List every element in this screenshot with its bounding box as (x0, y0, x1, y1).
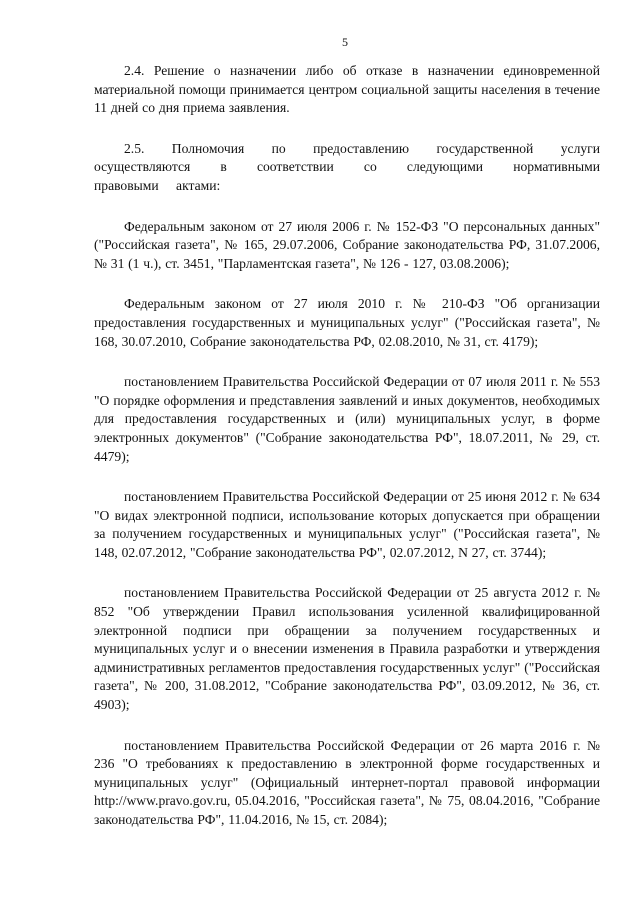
paragraph-law-210-fz: Федеральным законом от 27 июля 2010 г. № 210-ФЗ "Об организации предоставления государственных и муниципальных услуг" ("Российская газета", № 168, 30.07.2010, Собрание законодательства РФ, 02.08.2010, № 31, ст. 4179); (94, 296, 600, 349)
paragraph-resolution-553: постановлением Правительства Российской Федерации от 07 июля 2011 г. № 553 "О порядке оформления и представления заявлений и иных документов, необходимых для предоставления государственных и (или) муниципальных услуг, в форме электронных документов" ("Собрание законодательства РФ", 18.07.2011, № 29, ст. 4479); (94, 374, 600, 464)
paragraph-resolution-236: постановлением Правительства Российской Федерации от 26 марта 2016 г. № 236 "О требованиях к предоставлению в электронной форме государственных и муниципальных услуг" (Официальный интернет-портал правовой информации http://www.pravo.gov.ru, 05.04.2016, "Российская газета", № 75, 08.04.2016, "Собрание законодательства РФ", 11.04.2016, № 15, ст. 2084); (94, 737, 600, 827)
paragraph-resolution-634: постановлением Правительства Российской Федерации от 25 июня 2012 г. № 634 "О видах электронной подписи, использование которых допускается при обращении за получением государственных и муниципальных услуг" ("Российская газета", № 148, 02.07.2012, "Собрание законодательства РФ", 02.07.2012, N 27, ст. 3744); (94, 489, 600, 560)
document-body (94, 62, 600, 830)
paragraph-2-5: 2.5. Полномочия по предоставлению государственной услуги осуществляются в соответствии со следующими нормативными правовыми актами: (94, 140, 600, 193)
paragraph-resolution-852: постановлением Правительства Российской Федерации от 25 августа 2012 г. № 852 "Об утверждении Правил использования усиленной квалифицированной электронной подписи при обращении за получением государственных и муниципальных услуг и о внесении изменения в Правила разработки и утверждения административных регламентов предоставления государственных услуг" ("Российская газета", № 200, 31.08.2012, "Собрание законодательства РФ", 03.09.2012, № 36, ст. 4903); (94, 585, 600, 713)
page-number: 5 (342, 35, 348, 49)
paragraph-2-4: 2.4. Решение о назначении либо об отказе в назначении единовременной материальной помощи принимается центром социальной защиты населения в течение 11 дней со дня приема заявления. (94, 63, 600, 116)
paragraph-law-152-fz: Федеральным законом от 27 июля 2006 г. № 152-ФЗ "О персональных данных" ("Российская газета", № 165, 29.07.2006, Собрание законодательства РФ, 31.07.2006, № 31 (1 ч.), ст. 3451, "Парламентская газета", № 126 - 127, 03.08.2006); (94, 218, 600, 271)
